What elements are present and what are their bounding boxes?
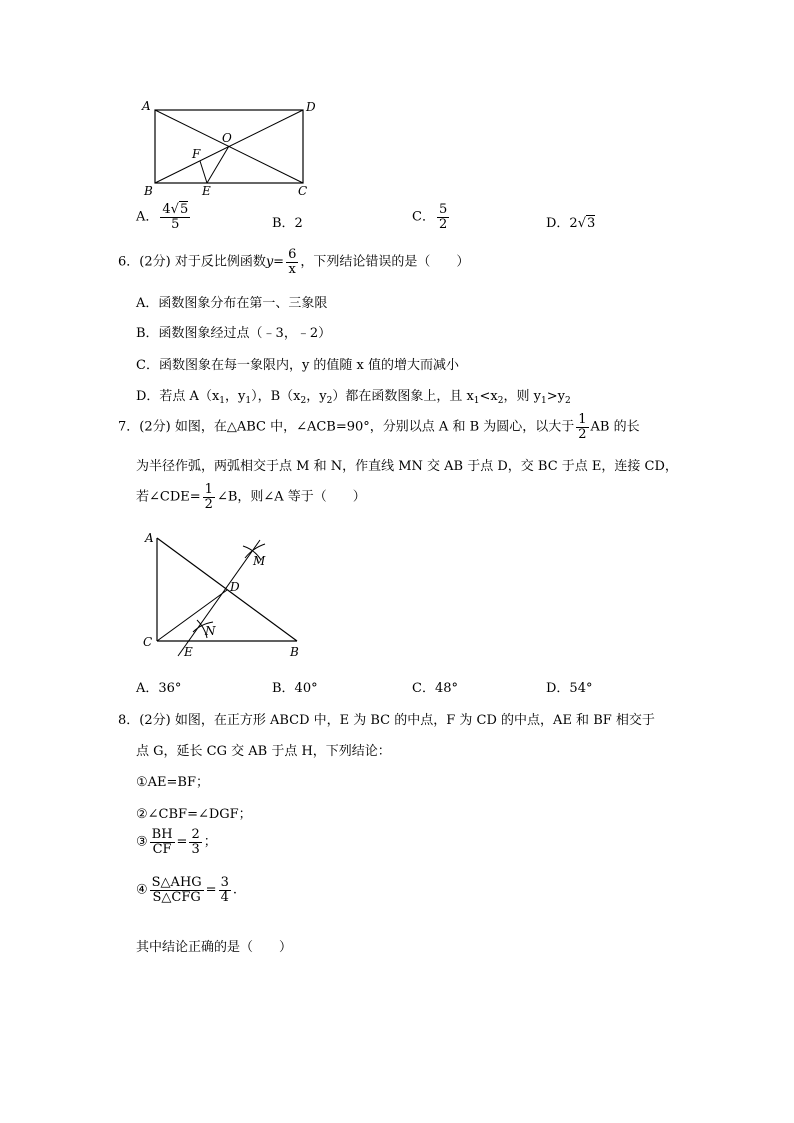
q8-line1-text: 8．(2分) 如图，在正方形 ABCD 中，E 为 BC 的中点，F 为 CD 的中点，AE 和 BF 相交于 <box>118 713 655 728</box>
q8-c1-text: ①AE=BF； <box>136 775 209 790</box>
q5-option-b-label: B．2 <box>272 216 303 231</box>
q5-option-a-fraction: $\frac{4√5}{5}$ <box>162 202 189 232</box>
q6-d-part: >y <box>546 389 565 404</box>
q8-c4-rhs <box>219 876 231 904</box>
q8-c4-den: S△CFG <box>152 889 201 905</box>
q8-line2-text: 点 G，延长 CG 交 AB 于点 H，下列结论： <box>136 744 391 759</box>
q7-line3-num: 1 <box>204 482 213 497</box>
q7-option-d[interactable] <box>546 677 592 696</box>
line-mn <box>178 540 260 656</box>
q5-option-a[interactable] <box>136 203 192 231</box>
q8-c2-text: ②∠CBF=∠DGF； <box>136 807 252 822</box>
q7-option-c[interactable] <box>412 677 458 696</box>
q6-d-part: ，y <box>306 389 327 404</box>
q6-d-sub: 2 <box>497 396 504 406</box>
q8-closing-text: 其中结论正确的是（ ） <box>136 940 293 955</box>
q6-fraction <box>286 248 298 276</box>
q8-line2 <box>136 740 391 759</box>
q8-c3-lhs <box>150 828 175 856</box>
label-b: B <box>144 184 153 198</box>
q8-c4-eq: = <box>205 882 217 898</box>
q7-line1-post: AB 的长 <box>590 419 640 435</box>
q8-c3-eq: = <box>176 834 188 850</box>
q8-c3-num: BH <box>151 827 173 842</box>
q5-c-den: 2 <box>438 216 448 232</box>
label-e: E <box>202 184 211 198</box>
label-a: A <box>142 99 151 113</box>
label-o: O <box>222 131 232 145</box>
q8-c3-mark: ③ <box>136 834 148 850</box>
q6-d-part: ）都在函数图象上，且 x <box>332 389 474 404</box>
label-c: C <box>143 635 153 649</box>
q7-line1-pre: 7．(2分) 如图，在△ABC 中，∠ACB=90°，分别以点 A 和 B 为圆心，以大于 <box>118 419 575 435</box>
q6-d-part: ，y <box>225 389 246 404</box>
q5-option-c[interactable] <box>412 203 451 231</box>
q8-c4-mark: ④ <box>136 882 148 898</box>
q6-frac-den: x <box>288 261 296 277</box>
q6-frac-num: 6 <box>288 247 297 262</box>
q7-line1-num: 1 <box>578 412 587 427</box>
q6-option-b[interactable] <box>136 322 331 341</box>
q5-option-c-label: C． <box>412 209 435 225</box>
q5-a-den: 5 <box>171 216 180 232</box>
q6-option-b-text: B．函数图象经过点（﹣3，﹣2） <box>136 326 332 341</box>
q8-c4-end: . <box>232 882 237 898</box>
label-f: F <box>192 147 201 161</box>
q7-line3 <box>136 483 366 511</box>
q6-stem <box>118 248 469 276</box>
q6-d-sub: 1 <box>245 396 252 406</box>
label-d: D <box>306 100 316 114</box>
q6-option-a-text: A．函数图象分布在第一、三象限 <box>136 296 328 311</box>
q7-line1 <box>118 413 640 441</box>
q6-d-part: ），B（x <box>251 389 301 404</box>
q6-y-eq: y= <box>265 254 285 270</box>
label-e: E <box>184 645 193 659</box>
q5-option-b[interactable] <box>272 212 303 231</box>
q7-option-b[interactable] <box>272 677 318 696</box>
label-a: A <box>145 531 154 545</box>
q5-rectangle-figure <box>130 95 330 205</box>
q7-line1-den: 2 <box>578 426 587 442</box>
q6-stem-pre: 6．(2分) 对于反比例函数 <box>118 254 266 270</box>
label-m: M <box>253 554 266 568</box>
q7-line2-text: 为半径作弧，两弧相交于点 M 和 N，作直线 MN 交 AB 于点 D，交 BC 于点 E，连接 CD， <box>136 459 678 474</box>
q5-option-a-label: A． <box>136 209 159 225</box>
q7-triangle-figure <box>135 528 315 663</box>
q7-option-c-text: C．48° <box>412 681 458 696</box>
q7-option-d-text: D．54° <box>546 681 593 696</box>
q7-line3-den: 2 <box>204 496 213 512</box>
q5-option-d-label: D．2 <box>546 216 578 231</box>
q6-d-sub: 2 <box>326 396 333 406</box>
q8-c4-rden: 4 <box>220 889 229 905</box>
q8-line1 <box>118 709 655 728</box>
q8-c4-rnum: 3 <box>220 875 229 890</box>
q5-d-rad: 3 <box>587 216 596 231</box>
segment-cd <box>157 590 227 641</box>
q7-option-a[interactable] <box>136 677 181 696</box>
q7-line3-pre: 若∠CDE= <box>136 489 201 505</box>
q8-c4-num: S△AHG <box>151 875 202 890</box>
q6-d-sub: 1 <box>219 396 226 406</box>
q8-c3-rden: 3 <box>191 841 200 857</box>
q6-option-a[interactable] <box>136 292 327 311</box>
q8-c3-den: CF <box>152 841 172 857</box>
q6-option-d[interactable] <box>136 385 571 406</box>
q8-conclusion-1 <box>136 771 209 790</box>
q5-option-c-fraction <box>437 203 449 231</box>
q6-d-part: D．若点 A（x <box>136 389 220 404</box>
segment-ef <box>200 161 207 183</box>
q6-d-part: <x <box>479 389 498 404</box>
q8-c3-end: ； <box>203 834 217 850</box>
q7-line1-fraction <box>576 413 588 441</box>
q7-option-b-text: B．40° <box>272 681 318 696</box>
q6-option-c[interactable] <box>136 354 459 373</box>
q7-line3-fraction <box>203 483 215 511</box>
q6-d-part: ，则 y <box>503 389 541 404</box>
label-d: D <box>230 580 240 594</box>
q8-c3-rnum: 2 <box>191 827 200 842</box>
q6-d-sub: 1 <box>540 396 547 406</box>
q5-a-num: 4 <box>162 202 171 217</box>
q6-d-sub: 1 <box>473 396 480 406</box>
q6-d-sub: 2 <box>300 396 307 406</box>
label-c: C <box>298 184 308 198</box>
label-n: N <box>205 624 216 638</box>
q6-d-sub: 2 <box>564 396 571 406</box>
label-b: B <box>290 645 299 659</box>
q8-c4-lhs <box>150 876 204 904</box>
q7-line2 <box>136 455 678 474</box>
q5-a-rad: 5 <box>179 202 189 217</box>
q6-option-c-text: C．函数图象在每一象限内，y 的值随 x 值的增大而减小 <box>136 358 460 373</box>
q8-conclusion-4 <box>136 876 237 904</box>
q8-conclusion-3 <box>136 828 217 856</box>
q5-c-num: 5 <box>438 202 448 217</box>
q5-option-d[interactable]: D．2√3 <box>546 216 596 231</box>
q8-closing <box>136 936 292 955</box>
q8-conclusion-2 <box>136 803 252 822</box>
q7-option-a-text: A．36° <box>136 681 182 696</box>
q8-c3-rhs <box>189 828 201 856</box>
q7-line3-post: ∠B，则∠A 等于（ ） <box>216 489 366 505</box>
q6-stem-post: ，下列结论错误的是（ ） <box>300 254 470 270</box>
